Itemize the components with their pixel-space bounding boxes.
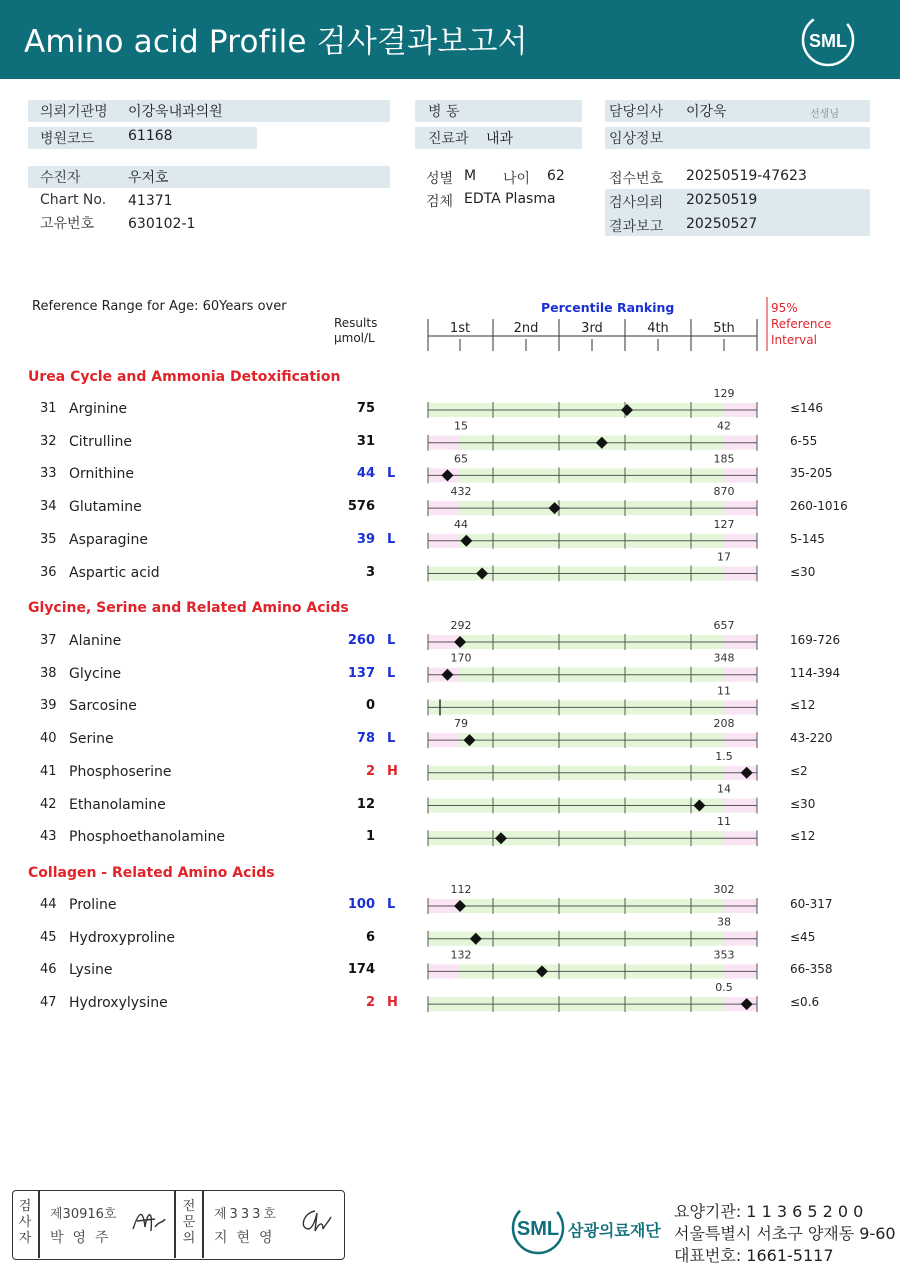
percentile-ranking-title: Percentile Ranking <box>541 300 675 315</box>
low-cutoff-label: 112 <box>450 883 472 896</box>
report-label: 결과보고 <box>609 219 664 235</box>
quintile-label: 5th <box>713 321 735 336</box>
result-value: 100 <box>347 897 375 912</box>
reference-range: 260-1016 <box>790 499 848 514</box>
reference-range: 169-726 <box>790 633 841 647</box>
clinical-label: 임상정보 <box>609 131 664 147</box>
reference-range: 6-55 <box>790 433 818 448</box>
result-flag: L <box>387 466 396 482</box>
result-value: 6 <box>365 929 375 945</box>
analyte-name-ornithine: Ornithine <box>69 466 135 483</box>
sign-divider-1 <box>38 1191 40 1258</box>
chart-label: Chart No. <box>40 192 107 208</box>
quintile-label: 2nd <box>513 321 539 336</box>
row-number: 42 <box>40 796 57 812</box>
analyte-name-alanine: Alanine <box>69 633 122 649</box>
high-cutoff-label: 185 <box>713 452 735 466</box>
footer-phone: 대표번호: 1661-5117 <box>674 1246 834 1265</box>
patient-label: 수진자 <box>40 170 81 186</box>
reference-range: 114-394 <box>790 665 841 680</box>
result-value: 12 <box>356 796 375 812</box>
analyte-name-sarcosine: Sarcosine <box>69 698 137 715</box>
report-title: Amino acid Profile 검사결과보고서 <box>24 24 528 60</box>
analyte-name-ethanolamine: Ethanolamine <box>69 796 166 813</box>
doctor-label: 담당의사 <box>609 104 664 120</box>
result-value: 39 <box>356 531 375 547</box>
result-flag: H <box>387 763 398 779</box>
high-cutoff-label: 14 <box>717 782 731 796</box>
high-cutoff-label: 870 <box>713 485 735 499</box>
row-number: 34 <box>40 499 57 515</box>
result-value: 174 <box>347 962 375 978</box>
low-cutoff-label: 44 <box>454 517 468 531</box>
analyte-name-hydroxyproline: Hydroxyproline <box>69 929 176 946</box>
row-number: 32 <box>40 433 57 449</box>
age-label: 나이 <box>503 171 531 187</box>
row-number: 33 <box>40 466 57 482</box>
reference-range: ≤2 <box>790 763 808 778</box>
reference-range: ≤12 <box>790 698 816 713</box>
row-number: 46 <box>40 962 57 978</box>
spec-label <box>182 1199 196 1247</box>
specimen-value: EDTA Plasma <box>464 191 556 207</box>
footer-address: 서울특별시 서초구 양재동 9-60 <box>674 1224 896 1243</box>
doctor-value: 이강욱 <box>686 104 727 120</box>
result-value: 2 <box>365 763 375 779</box>
id-label: 고유번호 <box>40 216 95 232</box>
header-logo-text: SML <box>809 31 847 51</box>
high-cutoff-label: 11 <box>717 815 731 829</box>
doctor-suffix: 선생님 <box>810 109 839 120</box>
ward-label: 병 동 <box>428 104 460 120</box>
row-number: 36 <box>40 564 57 580</box>
result-flag: L <box>387 531 396 547</box>
result-value: 3 <box>365 564 375 580</box>
analyte-name-lysine: Lysine <box>69 962 113 979</box>
analyte-name-hydroxylysine: Hydroxylysine <box>69 995 168 1012</box>
footer-org-name: 삼광의료재단 <box>568 1221 661 1240</box>
row-number: 31 <box>40 401 57 416</box>
low-cutoff-label: 79 <box>454 717 468 731</box>
row-number: 37 <box>40 633 57 648</box>
analyte-name-citrulline: Citrulline <box>69 433 132 450</box>
result-value: 137 <box>347 665 375 681</box>
high-cutoff-label: 208 <box>713 717 735 731</box>
result-value: 75 <box>356 401 375 416</box>
request-value: 20250519 <box>686 192 758 208</box>
result-flag: L <box>387 897 396 912</box>
row-number: 47 <box>40 995 57 1011</box>
reference-range: 66-358 <box>790 962 833 977</box>
tech-signature <box>129 1201 169 1241</box>
tech-label-1: 검 <box>18 1199 32 1214</box>
analyte-name-aspartic-acid: Aspartic acid <box>69 564 160 581</box>
spec-license-number: 제333호 <box>214 1207 279 1222</box>
tech-label <box>18 1199 32 1247</box>
quintile-label: 4th <box>647 321 669 336</box>
high-cutoff-label: 11 <box>717 684 731 698</box>
result-value: 0 <box>365 698 375 714</box>
high-cutoff-label: 129 <box>713 387 735 400</box>
reference-range-label: Reference Range for Age: 60Years over <box>32 299 287 314</box>
spec-name: 지현영 <box>214 1230 282 1246</box>
sign-divider-3 <box>202 1191 204 1258</box>
result-value: 576 <box>347 499 375 515</box>
low-cutoff-label: 170 <box>450 651 472 665</box>
tech-label-2: 사 <box>18 1215 32 1230</box>
tech-label-3: 자 <box>18 1231 32 1246</box>
row-number: 39 <box>40 698 57 714</box>
spec-label-1: 전 <box>182 1199 196 1214</box>
report-value: 20250527 <box>686 216 758 232</box>
code-value: 61168 <box>128 128 173 144</box>
row-number: 41 <box>40 763 57 779</box>
chart-value: 41371 <box>128 193 173 209</box>
high-cutoff-label: 38 <box>717 915 731 929</box>
high-cutoff-label: 0.5 <box>715 981 733 995</box>
sex-value: M <box>464 168 477 184</box>
interval-line2: Reference <box>771 317 832 331</box>
analyte-name-arginine: Arginine <box>69 401 128 417</box>
specimen-label: 검체 <box>426 194 454 210</box>
footer-institution-code: 요양기관: 1 1 3 6 5 2 0 0 <box>674 1202 864 1221</box>
reference-range: ≤30 <box>790 564 816 579</box>
high-cutoff-label: 42 <box>717 419 731 433</box>
result-value: 1 <box>365 829 375 845</box>
section-title: Glycine, Serine and Related Amino Acids <box>28 600 349 616</box>
tech-name: 박영주 <box>50 1230 118 1246</box>
reference-range: ≤12 <box>790 829 816 844</box>
dept-label: 진료과 <box>428 131 469 147</box>
result-value: 31 <box>356 433 375 449</box>
low-cutoff-label: 432 <box>450 485 472 499</box>
id-value: 630102-1 <box>128 216 196 232</box>
hospital-value: 이강욱내과의원 <box>128 104 223 120</box>
quintile-label: 3rd <box>581 321 603 336</box>
high-cutoff-label: 127 <box>713 517 735 531</box>
request-label: 검사의뢰 <box>609 195 664 211</box>
results-label: Results <box>334 316 378 330</box>
reference-range: ≤146 <box>790 401 823 415</box>
high-cutoff-label: 657 <box>713 619 735 632</box>
high-cutoff-label: 302 <box>713 883 735 896</box>
spec-label-2: 문 <box>182 1215 196 1230</box>
receipt-label: 접수번호 <box>609 171 664 187</box>
result-flag: L <box>387 665 396 681</box>
receipt-value: 20250519-47623 <box>686 168 807 184</box>
reference-range: 60-317 <box>790 897 833 911</box>
reference-range: 35-205 <box>790 466 833 481</box>
analyte-name-phosphoserine: Phosphoserine <box>69 763 172 780</box>
high-cutoff-label: 353 <box>713 948 735 962</box>
low-cutoff-label: 132 <box>450 948 472 962</box>
row-number: 44 <box>40 897 57 912</box>
row-number: 35 <box>40 531 57 547</box>
row-number: 43 <box>40 829 57 845</box>
result-value: 44 <box>356 466 375 482</box>
result-flag: L <box>387 731 396 747</box>
result-value: 260 <box>347 633 375 648</box>
low-cutoff-label: 15 <box>454 419 468 433</box>
row-number: 40 <box>40 731 57 747</box>
tech-license-number: 제30916호 <box>50 1207 117 1222</box>
footer-sml-logo-icon <box>508 1198 568 1258</box>
reference-range: 43-220 <box>790 731 833 746</box>
result-flag: L <box>387 633 396 648</box>
interval-line3: Interval <box>771 333 817 347</box>
quintile-label: 1st <box>449 321 471 336</box>
reference-range: ≤30 <box>790 796 816 811</box>
sign-divider-2 <box>174 1191 176 1258</box>
dept-value: 내과 <box>486 131 514 147</box>
analyte-name-phosphoethanolamine: Phosphoethanolamine <box>69 829 225 846</box>
analyte-name-proline: Proline <box>69 897 117 913</box>
unit-label: μmol/L <box>334 331 375 345</box>
footer-logo-text: SML <box>516 1218 560 1240</box>
analyte-name-serine: Serine <box>69 731 114 748</box>
section-title: Urea Cycle and Ammonia Detoxification <box>28 369 341 385</box>
result-flag: H <box>387 995 398 1011</box>
low-cutoff-label: 292 <box>450 619 472 632</box>
reference-range: 5-145 <box>790 531 825 546</box>
result-value: 78 <box>356 731 375 747</box>
row-number: 45 <box>40 929 57 945</box>
code-label: 병원코드 <box>40 131 95 147</box>
interval-line1: 95% <box>771 301 798 315</box>
section-title: Collagen - Related Amino Acids <box>28 865 275 881</box>
hospital-label: 의뢰기관명 <box>40 104 108 120</box>
result-value: 2 <box>365 995 375 1011</box>
reference-range: ≤45 <box>790 929 816 944</box>
spec-label-3: 의 <box>182 1231 196 1246</box>
patient-value: 우저호 <box>128 170 169 186</box>
row-number: 38 <box>40 665 57 681</box>
low-cutoff-label: 65 <box>454 452 468 466</box>
reference-range: ≤0.6 <box>790 995 820 1010</box>
high-cutoff-label: 348 <box>713 651 735 665</box>
signature-box <box>12 1190 345 1260</box>
high-cutoff-label: 17 <box>717 550 731 564</box>
analyte-name-asparagine: Asparagine <box>69 531 148 548</box>
high-cutoff-label: 1.5 <box>715 749 733 763</box>
sex-label: 성별 <box>426 171 454 187</box>
analyte-name-glycine: Glycine <box>69 665 122 682</box>
analyte-name-glutamine: Glutamine <box>69 499 142 516</box>
age-value: 62 <box>547 168 565 184</box>
spec-signature <box>295 1203 335 1243</box>
